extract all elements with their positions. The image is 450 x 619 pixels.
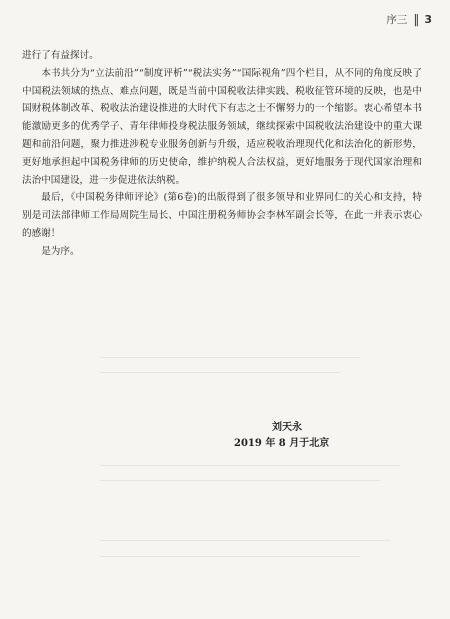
paragraph-acknowledgements: 最后，《中国税务律师评论》(第6卷)的出版得到了很多领导和业界同仁的关心和支持，特别是司法部律师工作局周院生局长、中国注册税务师协会李林军副会长等，在此一并表示衷心的感谢！ — [22, 192, 422, 239]
paragraph-book-overview: 本书共分为“立法前沿”“制度评析”“税法实务”“国际视角”四个栏目，从不同的角度反映了中国税法领域的热点、难点问题，既是当前中国税收法律实践、税收征管环境的反映，也是中国财税体制改革、税收法治建设推进的大时代下有志之士不懈努力的一个缩影。衷心希望本书能激励更多的优秀学子、青年律师投身税法服务领域，继续探索中国税收法治建设中的重大课题和前沿问题，聚力推进涉税专业服务创新与升级，适应税收治理现代化和法治化的新形势，更好地承担起中国税务律师的历史使命，维护纳税人合法权益，更好地服务于现代国家治理和法治中国建设，进一步促进依法纳税。 — [22, 67, 422, 186]
signature-date: 2019 年 8 月于北京 — [234, 438, 330, 449]
paragraph-continuation: 进行了有益探讨。 — [22, 50, 99, 61]
bleed-through-line — [100, 357, 360, 358]
signature-block — [234, 420, 394, 452]
bleed-through-line — [100, 372, 340, 373]
section-title: 序三 — [386, 14, 408, 26]
running-header — [386, 12, 432, 27]
author-name: 刘天永 — [272, 422, 302, 433]
paragraph-closing: 是为序。 — [41, 245, 80, 257]
preface-body — [22, 47, 422, 261]
header-separator: ‖ — [413, 12, 419, 26]
bleed-through-line — [100, 465, 400, 466]
bleed-through-line — [100, 540, 390, 541]
page-number: 3 — [424, 13, 432, 26]
bleed-through-line — [100, 556, 360, 557]
bleed-through-line — [100, 480, 380, 481]
